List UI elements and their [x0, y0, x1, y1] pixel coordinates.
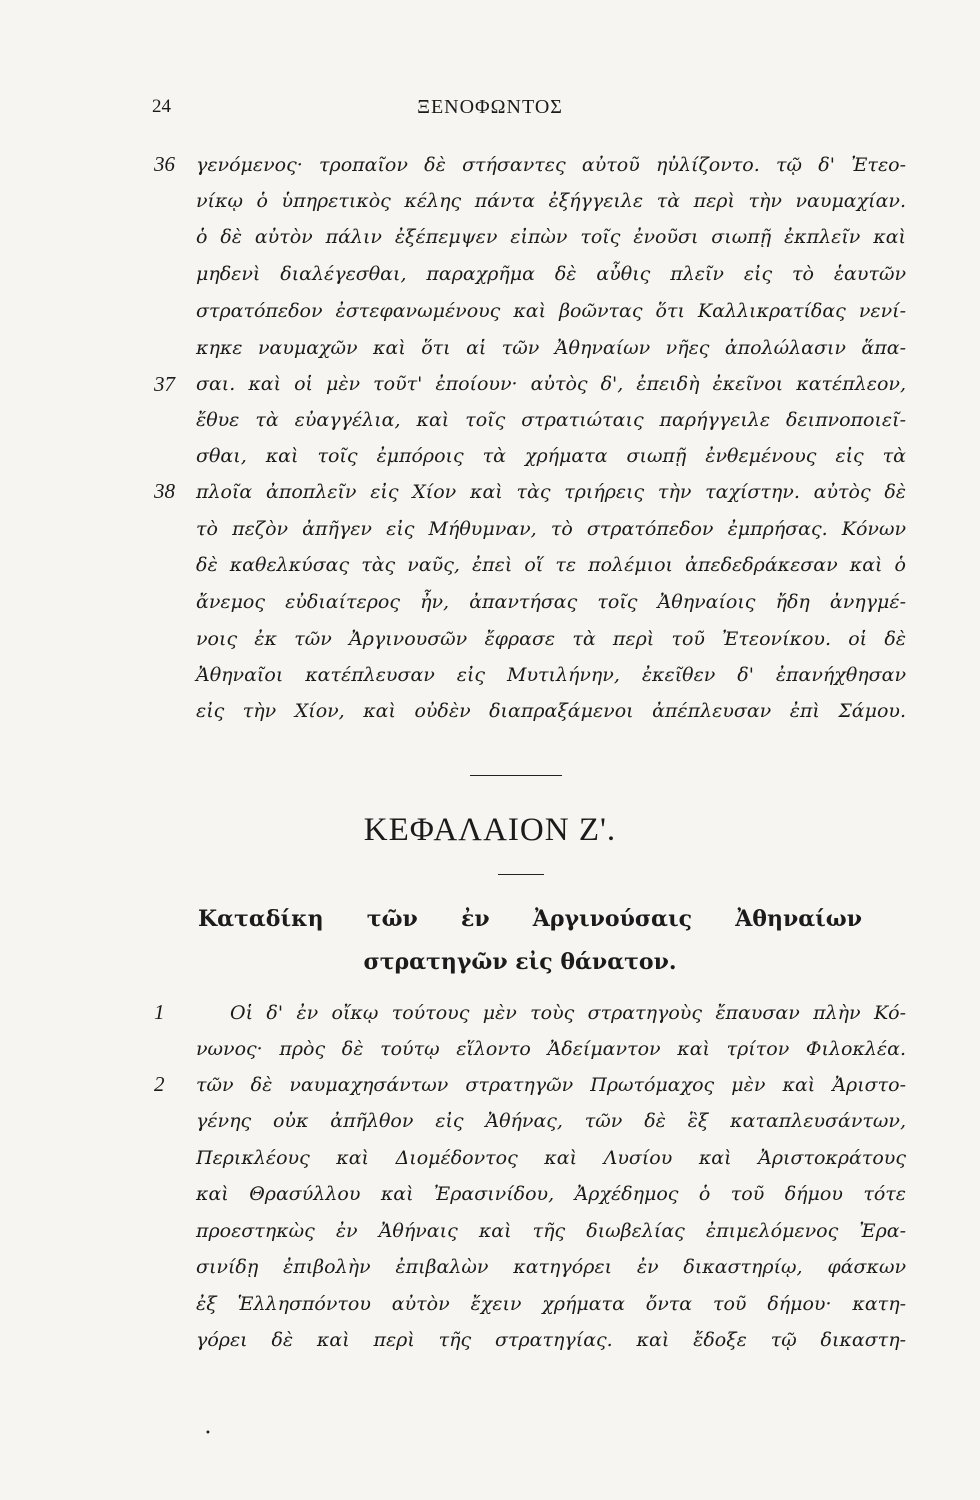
chapter-subtitle-line1: Καταδίκη τῶν ἐν Ἀργινούσαις Ἀθηναίων — [198, 906, 862, 932]
section-number-36: 36 — [154, 152, 175, 176]
text-line: δὲ καθελκύσας τὰς ναῦς, ἐπεὶ οἵ τε πολέμιοι ἀπεδεδράκεσαν καὶ ὁ — [196, 554, 906, 576]
separator-rule-short — [498, 874, 544, 875]
section-number-2: 2 — [154, 1072, 165, 1096]
section-number-37: 37 — [154, 372, 175, 396]
text-line: σθαι, καὶ τοῖς ἐμπόροις τὰ χρήματα σιωπῇ ἐνθεμένους εἰς τὰ — [196, 445, 906, 467]
text-line: ὁ δὲ αὐτὸν πάλιν ἐξέπεμψεν εἰπὼν τοῖς ἐνοῦσι σιωπῇ ἐκπλεῖν καὶ — [196, 226, 906, 248]
text-line: νωνος· πρὸς δὲ τούτῳ εἵλοντο Ἀδείμαντον καὶ τρίτον Φιλοκλέα. — [196, 1038, 906, 1060]
separator-rule — [470, 775, 562, 776]
page-number: 24 — [152, 96, 171, 117]
text-line: καὶ Θρασύλλου καὶ Ἐρασινίδου, Ἀρχέδημος ὁ τοῦ δήμου τότε — [196, 1183, 906, 1205]
text-line: τῶν δὲ ναυμαχησάντων στρατηγῶν Πρωτόμαχος μὲν καὶ Ἀριστο- — [196, 1074, 906, 1096]
chapter-title: ΚΕΦΑΛΑΙΟΝ Ζ'. — [363, 812, 617, 848]
chapter-subtitle-line2: στρατηγῶν εἰς θάνατον. — [363, 949, 677, 975]
text-line: ἄνεμος εὐδιαίτερος ἦν, ἀπαντήσας τοῖς Ἀθηναίοις ἤδη ἀνηγμέ- — [196, 591, 906, 613]
text-line: ἐξ Ἑλλησπόντου αὐτὸν ἔχειν χρήματα ὄντα τοῦ δήμου· κατη- — [196, 1293, 906, 1315]
text-line: κηκε ναυμαχῶν καὶ ὅτι αἱ τῶν Ἀθηναίων νῆες ἀπολώλασιν ἅπα- — [196, 337, 906, 359]
text-line: τὸ πεζὸν ἀπῆγεν εἰς Μήθυμναν, τὸ στρατόπεδον ἐμπρήσας. Κόνων — [196, 518, 906, 540]
text-line: προεστηκὼς ἐν Ἀθήναις καὶ τῆς διωβελίας ἐπιμελόμενος Ἐρα- — [196, 1220, 906, 1242]
text-line: πλοῖα ἀποπλεῖν εἰς Χίον καὶ τὰς τριήρεις τὴν ταχίστην. αὐτὸς δὲ — [196, 481, 906, 503]
text-line: ἔθυε τὰ εὐαγγέλια, καὶ τοῖς στρατιώταις παρήγγειλε δειπνοποιεῖ- — [196, 409, 906, 431]
text-line: Περικλέους καὶ Διομέδοντος καὶ Λυσίου καὶ Ἀριστοκράτους — [196, 1147, 906, 1169]
section-number-38: 38 — [154, 479, 175, 503]
text-line: γένης οὐκ ἀπῆλθον εἰς Ἀθήνας, τῶν δὲ ἓξ καταπλευσάντων, — [196, 1110, 906, 1132]
text-line: σινίδῃ ἐπιβολὴν ἐπιβαλὼν κατηγόρει ἐν δικαστηρίῳ, φάσκων — [196, 1256, 906, 1278]
ink-speck: • — [205, 1428, 211, 1439]
text-line: νίκῳ ὁ ὑπηρετικὸς κέλης πάντα ἐξήγγειλε τὰ περὶ τὴν ναυμαχίαν. — [196, 190, 906, 212]
page-header — [0, 96, 980, 126]
text-line: νοις ἐκ τῶν Ἀργινουσῶν ἔφρασε τὰ περὶ τοῦ Ἐτεονίκου. οἱ δὲ — [196, 628, 906, 650]
text-line: Ἀθηναῖοι κατέπλευσαν εἰς Μυτιλήνην, ἐκεῖθεν δ' ἐπανήχθησαν — [196, 664, 906, 686]
section-number-1: 1 — [154, 1000, 165, 1024]
text-line: Οἱ δ' ἐν οἴκῳ τούτους μὲν τοὺς στρατηγοὺς ἔπαυσαν πλὴν Κό- — [230, 1002, 906, 1024]
text-line: στρατόπεδον ἐστεφανωμένους καὶ βοῶντας ὅτι Καλλικρατίδας νενί- — [196, 300, 906, 322]
text-line: γόρει δὲ καὶ περὶ τῆς στρατηγίας. καὶ ἔδοξε τῷ δικαστη- — [196, 1329, 906, 1351]
text-line: μηδενὶ διαλέγεσθαι, παραχρῆμα δὲ αὖθις πλεῖν εἰς τὸ ἑαυτῶν — [196, 263, 906, 285]
text-line: σαι. καὶ οἱ μὲν τοῦτ' ἐποίουν· αὐτὸς δ', ἐπειδὴ ἐκεῖνοι κατέπλεον, — [196, 373, 906, 395]
running-title: ΞΕΝΟΦΩΝΤΟΣ — [417, 96, 563, 118]
text-line: εἰς τὴν Χίον, καὶ οὐδὲν διαπραξάμενοι ἀπέπλευσαν ἐπὶ Σάμου. — [196, 700, 906, 722]
text-line: γενόμενος· τροπαῖον δὲ στήσαντες αὐτοῦ ηὐλίζοντο. τῷ δ' Ἐτεο- — [196, 154, 906, 176]
